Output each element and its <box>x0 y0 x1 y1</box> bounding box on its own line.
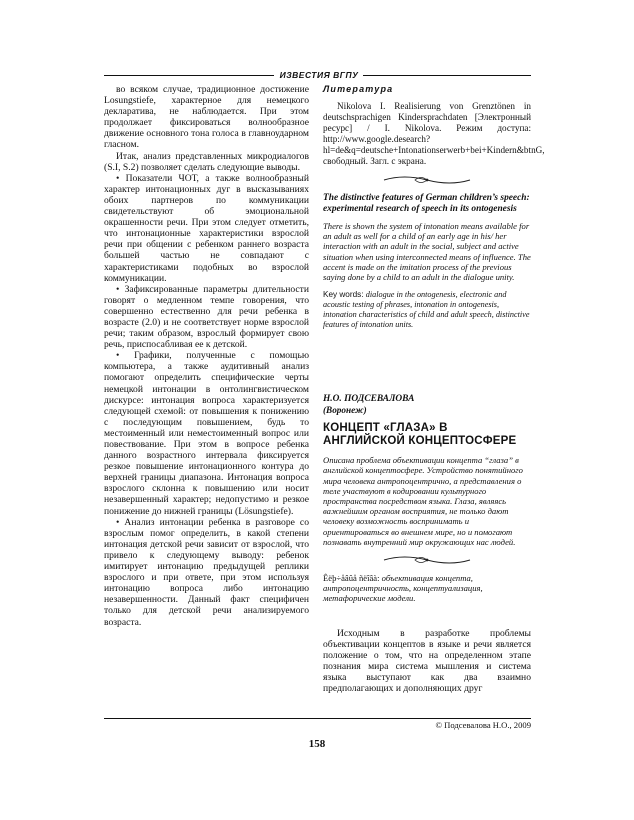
english-abstract: There is shown the system of intonation means available for an adult as well for a child of an early age in his/ her interaction with an adult in the social, subject and active situation when using interconnected means of influence. The accent is made on the imitation process of the previous saying done by a child to an adult in the dialogue unity. <box>323 221 531 283</box>
literature-heading: Литература <box>323 84 394 94</box>
body-paragraph: Исходным в разработке проблемы объективации концептов в языке и речи является положение о том, что на определенном этапе познания мира система мышления и система языка выступают как два взаимно предполагающих и дополняющих друг <box>323 627 531 695</box>
header-rule-left <box>104 75 274 76</box>
keywords-label: Key words: <box>323 290 364 300</box>
left-column <box>104 84 309 628</box>
paragraph: Итак, анализ представленных микродиалогов (S.I, S.2) позволяет сделать следующие выводы. <box>104 150 309 173</box>
author-name: Н.О. ПОДСЕВАЛОВА <box>323 394 415 405</box>
divider-ornament-icon <box>382 173 472 187</box>
english-article-title: The distinctive features of German children’s speech: experimental research of speech in its ontogenesis <box>323 193 530 214</box>
footer-rule <box>104 718 531 719</box>
english-keywords <box>323 290 531 330</box>
keywords-label: Êëþ÷åâûå ñëîâà: <box>323 573 380 584</box>
journal-title: ИЗВЕСТИЯ ВГПУ <box>279 70 359 80</box>
right-column <box>323 84 545 695</box>
reference-item: Nikolova I. Realisierung von Grenztönen in deutschsprachigen Kindersprachdaten [Электронный ресурс] / I. Nikolova. Режим доступа: http://www.google.deseаrch?hl=de&q=deutsche+Intonationserwerb+bei+Kindern&btnG, свободный. Загл. с экрана. <box>323 101 545 166</box>
page-number: 158 <box>308 738 326 750</box>
bullet-paragraph: • Показатели ЧОТ, а также волнообразный характер интонационных дуг в высказываниях обоих партнеров по коммуникации свидетельствуют об эмоциональной окрашенности речи. При этом следует отметить, что интонационные характеристики взрослой речи при общении с ребенком раннего возраста большей частью не совпадают с характеристиками подобных во взрослой коммуникации. <box>104 172 309 284</box>
bullet-paragraph: • Анализ интонации ребенка в разговоре со взрослым помог определить, в какой степени интонация детской речи зависит от взрослой, что привело к следующему выводу: ребенок имитирует интонацию предыдущей реплики взрослого и при ответе, при этом используя интонацию вопроса либо интонацию незавершенности. Данный факт специфичен только для детской речи анализируемого возраста. <box>104 516 309 628</box>
copyright-notice: © Подсевалова Н.О., 2009 <box>435 720 531 730</box>
bullet-paragraph: • Зафиксированные параметры длительности говорят о медленном темпе говорения, что совершенно естественно для речи ребенка в возрасте (2.0) и не соответствует норме взрослой речи; таким образом, взрослый формирует свою речь, приспосабливая ее к детской. <box>104 283 309 351</box>
russian-abstract: Описана проблема объективации концепта “глаза” в английской концептосфере. Устройство понятийного мира человека антропоцентрично, а представления о теле участвуют в кодировании культурного пространства посредством языка. Глаза, являясь важнейшим органом восприятия, не только дают человеку возможность воспринимать и ориентироваться во внешнем мире, но и помогают познавать внутренний мир окружающих нас людей. <box>323 455 523 547</box>
keywords-value: объективация концепта, антропоцентричность, концептуализация, метафорические модели. <box>323 573 483 604</box>
russian-keywords <box>323 573 531 604</box>
article-title: КОНЦЕПТ «ГЛАЗА» В АНГЛИЙСКОЙ КОНЦЕПТОСФЕРЕ <box>323 422 517 447</box>
paragraph: во всяком случае, традиционное достижение Losungstiefe, характерное для немецкого декларатива, не наблюдается. При этом продолжает фиксироваться волнообразное движение основного тона голоса в главноударном гласном. <box>104 84 309 151</box>
keywords-value: dialogue in the ontogenesis, electronic and acoustic testing of phrases, intonation in ontogenesis, intonation characteristics of child and adult speech, distinctive features of intonation units. <box>323 290 530 330</box>
running-header <box>104 68 531 82</box>
header-rule-right <box>363 75 531 76</box>
divider-ornament-icon <box>382 553 472 567</box>
bullet-paragraph: • Графики, полученные с помощью компьютера, а также аудитивный анализ помогают определить специфические черты немецкой интонации в онтолингвистическом дискурсе: интонация вопроса характеризуется следующей схемой: от повышения к понижению с последующим повышением, будь то местоименный или неместоименный вопрос или повествование. При этом в вопросе ребенка данного возрастного интервала фиксируется резкое повышение интонационного контура до верхней границы диапазона. Интонация вопроса взрослого склонна к повышению или носит незавершенный характер; недопустимо и резкое понижение до нижней границы (Lösungstiefe). <box>104 350 309 517</box>
author-city: (Воронеж) <box>323 405 367 416</box>
